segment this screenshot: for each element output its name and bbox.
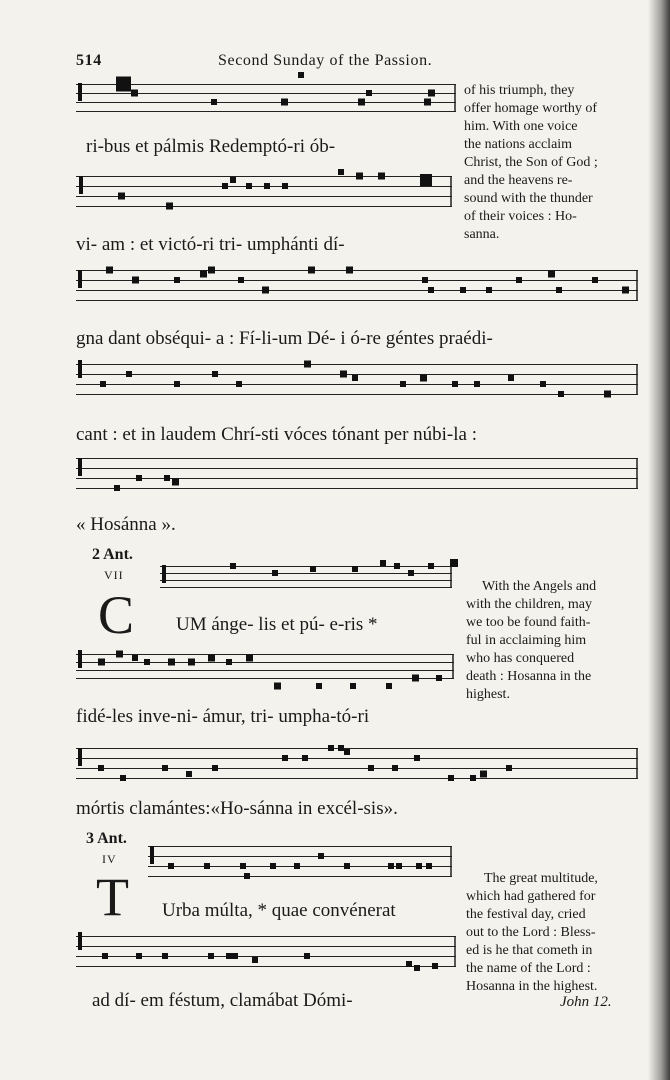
chant-staff bbox=[76, 176, 452, 216]
neume-note bbox=[328, 745, 334, 751]
neume-note bbox=[344, 863, 350, 869]
neume-note bbox=[420, 174, 432, 186]
neume-note bbox=[116, 77, 131, 92]
neume-note bbox=[264, 183, 270, 189]
translation-line: of his triumph, they bbox=[464, 83, 575, 98]
translation-line: we too be found faith- bbox=[466, 615, 591, 630]
neume-note bbox=[470, 775, 476, 781]
lyric-line: « Hosánna ». bbox=[76, 514, 176, 535]
neume-note bbox=[116, 651, 123, 658]
scripture-reference: John 12. bbox=[560, 994, 612, 1010]
translation-line: ful in acclaiming him bbox=[466, 633, 587, 648]
neume-note bbox=[318, 853, 324, 859]
mode-numeral: IV bbox=[102, 852, 117, 866]
neume-note bbox=[118, 193, 125, 200]
neume-note bbox=[338, 169, 344, 175]
antiphon-label: 2 Ant. bbox=[92, 546, 133, 563]
neume-note bbox=[406, 961, 412, 967]
neume-note bbox=[422, 277, 428, 283]
mode-numeral: VII bbox=[104, 568, 124, 582]
lyric-line: Urba múlta, * quae convénerat bbox=[162, 900, 396, 921]
neume-note bbox=[174, 381, 180, 387]
neume-note bbox=[294, 863, 300, 869]
lyric-line: UM ánge- lis et pú- e-ris * bbox=[176, 614, 378, 635]
translation-line: death : Hosanna in the bbox=[466, 669, 592, 684]
clef-mark bbox=[78, 650, 82, 668]
neume-note bbox=[172, 479, 179, 486]
clef-mark bbox=[78, 748, 82, 766]
translation-line: the name of the Lord : bbox=[466, 961, 591, 976]
neume-note bbox=[346, 267, 353, 274]
neume-note bbox=[98, 659, 105, 666]
neume-note bbox=[352, 375, 358, 381]
neume-note bbox=[428, 287, 434, 293]
translation-line: Hosanna in the highest. bbox=[466, 979, 598, 994]
neume-note bbox=[262, 287, 269, 294]
lyric-line: gna dant obséqui- a : Fí-li-um Dé- i ó-re géntes praédi- bbox=[76, 328, 493, 349]
neume-note bbox=[174, 277, 180, 283]
neume-note bbox=[448, 775, 454, 781]
neume-note bbox=[380, 560, 386, 566]
neume-note bbox=[424, 99, 431, 106]
lyric-line: fidé-les inve-ni- ámur, tri- umpha-tó-ri bbox=[76, 706, 370, 727]
neume-note bbox=[436, 675, 442, 681]
drop-capital: T bbox=[96, 867, 129, 927]
neume-note bbox=[358, 99, 365, 106]
neume-note bbox=[386, 683, 392, 689]
neume-note bbox=[392, 765, 398, 771]
neume-note bbox=[414, 755, 420, 761]
neume-note bbox=[232, 953, 238, 959]
neume-note bbox=[136, 953, 142, 959]
neume-note bbox=[396, 863, 402, 869]
neume-note bbox=[272, 570, 278, 576]
neume-note bbox=[340, 371, 347, 378]
neume-note bbox=[282, 183, 288, 189]
neume-note bbox=[506, 765, 512, 771]
chant-staff bbox=[148, 846, 452, 882]
neume-note bbox=[230, 177, 236, 183]
translation-line: with the children, may bbox=[466, 597, 592, 612]
clef-mark bbox=[78, 270, 82, 288]
translation-line: The great multitude, bbox=[484, 871, 598, 886]
neume-note bbox=[222, 183, 228, 189]
neume-note bbox=[132, 277, 139, 284]
neume-note bbox=[508, 375, 514, 381]
neume-note bbox=[350, 683, 356, 689]
translation-line: offer homage worthy of bbox=[464, 101, 598, 116]
neume-note bbox=[540, 381, 546, 387]
chant-staff bbox=[76, 936, 456, 976]
neume-note bbox=[302, 755, 308, 761]
neume-note bbox=[162, 953, 168, 959]
translation-line: of their voices : Ho- bbox=[464, 209, 577, 224]
lyric-line: vi- am : et victó-ri tri- umphánti dí- bbox=[76, 234, 345, 255]
neume-note bbox=[244, 873, 250, 879]
neume-note bbox=[106, 267, 113, 274]
chant-staff bbox=[160, 566, 452, 588]
neume-note bbox=[450, 559, 458, 567]
neume-note bbox=[604, 391, 611, 398]
neume-note bbox=[240, 863, 246, 869]
neume-note bbox=[166, 203, 173, 210]
neume-note bbox=[212, 371, 218, 377]
neume-note bbox=[400, 381, 406, 387]
neume-note bbox=[204, 863, 210, 869]
page-edge-shadow bbox=[648, 0, 670, 1080]
neume-note bbox=[432, 963, 438, 969]
neume-note bbox=[126, 371, 132, 377]
neume-note bbox=[420, 375, 427, 382]
neume-note bbox=[230, 563, 236, 569]
neume-note bbox=[474, 381, 480, 387]
neume-note bbox=[168, 659, 175, 666]
translation-line: highest. bbox=[466, 687, 510, 702]
clef-mark bbox=[78, 932, 82, 950]
translation-line: ed is he that cometh in bbox=[466, 943, 593, 958]
neume-note bbox=[480, 771, 487, 778]
neume-note bbox=[388, 863, 394, 869]
neume-note bbox=[162, 765, 168, 771]
neume-note bbox=[168, 863, 174, 869]
neume-note bbox=[304, 953, 310, 959]
chant-staff bbox=[76, 364, 638, 404]
neume-note bbox=[378, 173, 385, 180]
neume-note bbox=[188, 659, 195, 666]
neume-note bbox=[270, 863, 276, 869]
neume-note bbox=[366, 90, 372, 96]
neume-note bbox=[144, 659, 150, 665]
neume-note bbox=[114, 485, 120, 491]
neume-note bbox=[308, 267, 315, 274]
chant-staff bbox=[76, 84, 456, 122]
clef-mark bbox=[162, 565, 166, 583]
lyric-line: cant : et in laudem Chrí-sti vóces tónant per núbi-la : bbox=[76, 424, 478, 445]
neume-note bbox=[186, 771, 192, 777]
neume-note bbox=[414, 965, 420, 971]
neume-note bbox=[120, 775, 126, 781]
neume-note bbox=[412, 675, 419, 682]
translation-line: sanna. bbox=[464, 227, 500, 242]
page-number: 514 bbox=[76, 52, 102, 69]
neume-note bbox=[310, 566, 316, 572]
neume-note bbox=[516, 277, 522, 283]
neume-note bbox=[246, 183, 252, 189]
clef-mark bbox=[78, 458, 82, 476]
neume-note bbox=[338, 745, 344, 751]
running-title: Second Sunday of the Passion. bbox=[218, 52, 433, 69]
neume-note bbox=[98, 765, 104, 771]
antiphon-label: 3 Ant. bbox=[86, 830, 127, 847]
neume-note bbox=[316, 683, 322, 689]
chant-staff bbox=[76, 748, 638, 780]
neume-note bbox=[132, 655, 138, 661]
neume-note bbox=[368, 765, 374, 771]
neume-note bbox=[408, 570, 414, 576]
neume-note bbox=[352, 566, 358, 572]
neume-note bbox=[226, 659, 232, 665]
neume-note bbox=[212, 765, 218, 771]
chant-staff bbox=[76, 654, 454, 686]
neume-note bbox=[356, 173, 363, 180]
neume-note bbox=[274, 683, 281, 690]
neume-note bbox=[460, 287, 466, 293]
drop-capital: C bbox=[98, 585, 135, 645]
lyric-line: mórtis clamántes:«Ho-sánna in excél-sis». bbox=[76, 798, 398, 819]
neume-note bbox=[486, 287, 492, 293]
neume-note bbox=[558, 391, 564, 397]
translation-line: sound with the thunder bbox=[464, 191, 593, 206]
translation-line: out to the Lord : Bless- bbox=[466, 925, 596, 940]
neume-note bbox=[164, 475, 170, 481]
neume-note bbox=[428, 90, 435, 97]
chant-staff bbox=[76, 270, 638, 310]
translation-line: which had gathered for bbox=[466, 889, 596, 904]
neume-note bbox=[282, 755, 288, 761]
neume-note bbox=[136, 475, 142, 481]
neume-note bbox=[238, 277, 244, 283]
neume-note bbox=[344, 749, 350, 755]
neume-note bbox=[200, 271, 207, 278]
clef-mark bbox=[78, 83, 82, 101]
translation-line: and the heavens re- bbox=[464, 173, 573, 188]
clef-mark bbox=[150, 846, 154, 864]
lyric-line: ad dí- em féstum, clamábat Dómi- bbox=[92, 990, 353, 1011]
translation-line: the festival day, cried bbox=[466, 907, 586, 922]
neume-note bbox=[100, 381, 106, 387]
neume-note bbox=[592, 277, 598, 283]
neume-note bbox=[548, 271, 555, 278]
translation-line: Christ, the Son of God ; bbox=[464, 155, 598, 170]
lyric-line: ri-bus et pálmis Redemptó-ri ób- bbox=[86, 136, 336, 157]
neume-note bbox=[131, 90, 138, 97]
translation-line: the nations acclaim bbox=[464, 137, 573, 152]
neume-note bbox=[452, 381, 458, 387]
neume-note bbox=[304, 361, 311, 368]
neume-note bbox=[236, 381, 242, 387]
chant-staff bbox=[76, 458, 638, 498]
neume-note bbox=[298, 72, 304, 78]
translation-line: With the Angels and bbox=[482, 579, 597, 594]
neume-note bbox=[622, 287, 629, 294]
neume-note bbox=[426, 863, 432, 869]
neume-note bbox=[252, 957, 258, 963]
neume-note bbox=[394, 563, 400, 569]
clef-mark bbox=[79, 176, 83, 194]
neume-note bbox=[428, 563, 434, 569]
translation-line: him. With one voice bbox=[464, 119, 578, 134]
neume-note bbox=[281, 99, 288, 106]
neume-note bbox=[208, 655, 215, 662]
neume-note bbox=[226, 953, 232, 959]
neume-note bbox=[556, 287, 562, 293]
neume-note bbox=[102, 953, 108, 959]
neume-note bbox=[208, 267, 215, 274]
neume-note bbox=[211, 99, 217, 105]
clef-mark bbox=[78, 360, 82, 378]
neume-note bbox=[208, 953, 214, 959]
neume-note bbox=[246, 655, 253, 662]
translation-line: who has conquered bbox=[466, 651, 575, 666]
neume-note bbox=[416, 863, 422, 869]
